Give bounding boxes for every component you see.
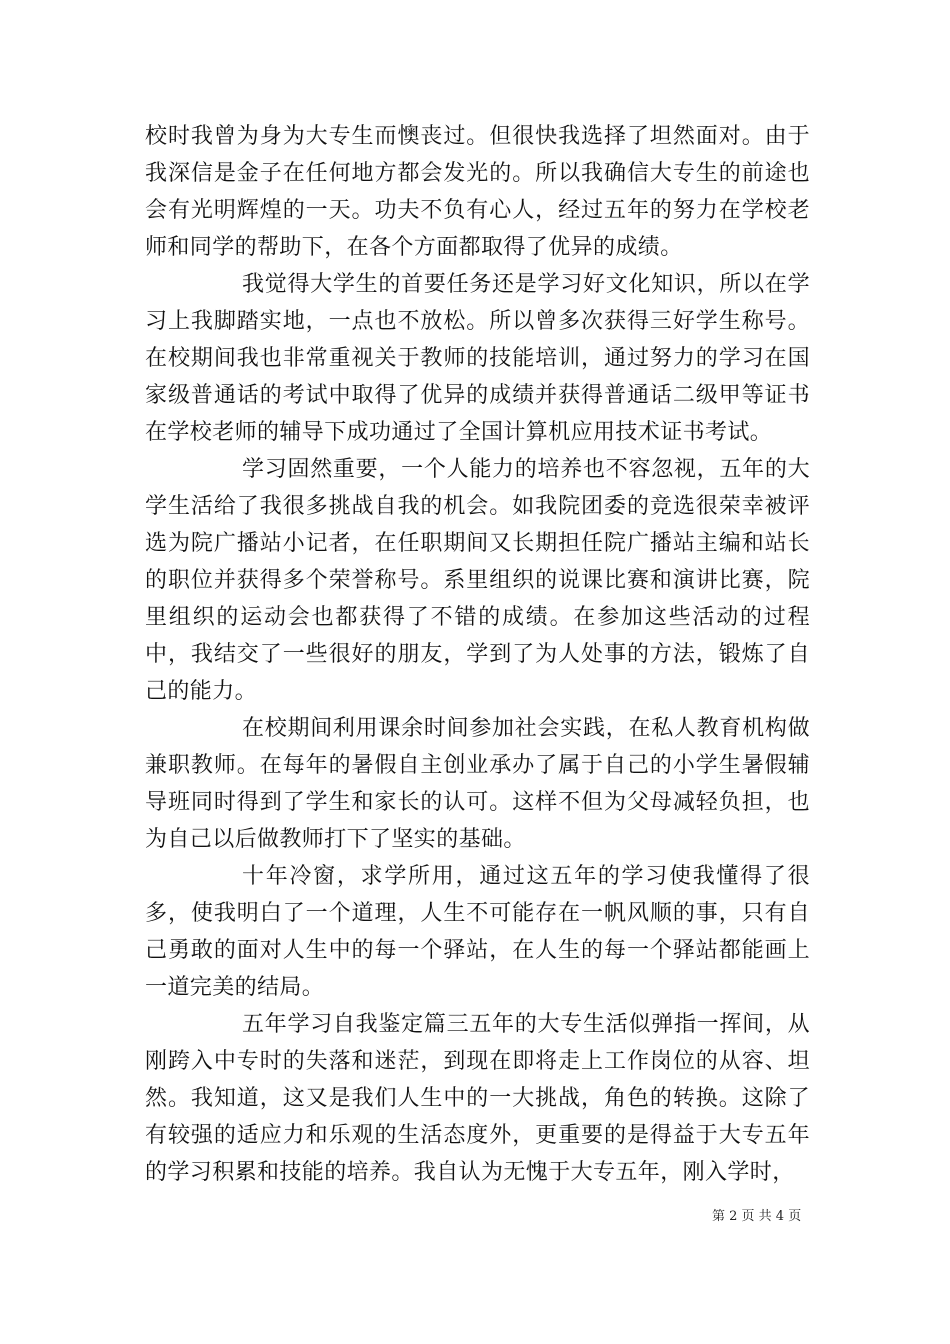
paragraph-2: 我觉得大学生的首要任务还是学习好文化知识，所以在学习上我脚踏实地，一点也不放松。所以曾多次获得三好学生称号。在校期间我也非常重视关于教师的技能培训，通过努力的学习在国家级普通话的考试中取得了优异的成绩并获得普通话二级甲等证书在学校老师的辅导下成功通过了全国计算机应用技术证书考试。 — [145, 272, 810, 445]
paragraph-5: 十年冷窗，求学所用，通过这五年的学习使我懂得了很多，使我明白了一个道理，人生不可能存在一帆风顺的事，只有自己勇敢的面对人生中的每一个驿站，在人生的每一个驿站都能画上一道完美的结局。 — [145, 864, 810, 1000]
paragraph-6: 五年学习自我鉴定篇三五年的大专生活似弹指一挥间，从刚跨入中专时的失落和迷茫，到现在即将走上工作岗位的从容、坦然。我知道，这又是我们人生中的一大挑战，角色的转换。这除了有较强的适应力和乐观的生活态度外，更重要的是得益于大专五年的学习积累和技能的培养。我自认为无愧于大专五年，刚入学时， — [145, 1012, 810, 1185]
page-number-footer: 第 2 页 共 4 页 — [712, 1209, 802, 1224]
paragraph-1: 校时我曾为身为大专生而懊丧过。但很快我选择了坦然面对。由于我深信是金子在任何地方都会发光的。所以我确信大专生的前途也会有光明辉煌的一天。功夫不负有心人，经过五年的努力在学校老师和同学的帮助下，在各个方面都取得了优异的成绩。 — [145, 124, 810, 260]
document-body — [145, 118, 810, 1191]
paragraph-3: 学习固然重要，一个人能力的培养也不容忽视，五年的大学生活给了我很多挑战自我的机会。如我院团委的竞选很荣幸被评选为院广播站小记者，在任职期间又长期担任院广播站主编和站长的职位并获得多个荣誉称号。系里组织的说课比赛和演讲比赛，院里组织的运动会也都获得了不错的成绩。在参加这些活动的过程中，我结交了一些很好的朋友，学到了为人处事的方法，锻炼了自己的能力。 — [145, 457, 810, 704]
paragraph-4: 在校期间利用课余时间参加社会实践，在私人教育机构做兼职教师。在每年的暑假自主创业承办了属于自己的小学生暑假辅导班同时得到了学生和家长的认可。这样不但为父母减轻负担，也为自己以后做教师打下了坚实的基础。 — [145, 716, 810, 852]
